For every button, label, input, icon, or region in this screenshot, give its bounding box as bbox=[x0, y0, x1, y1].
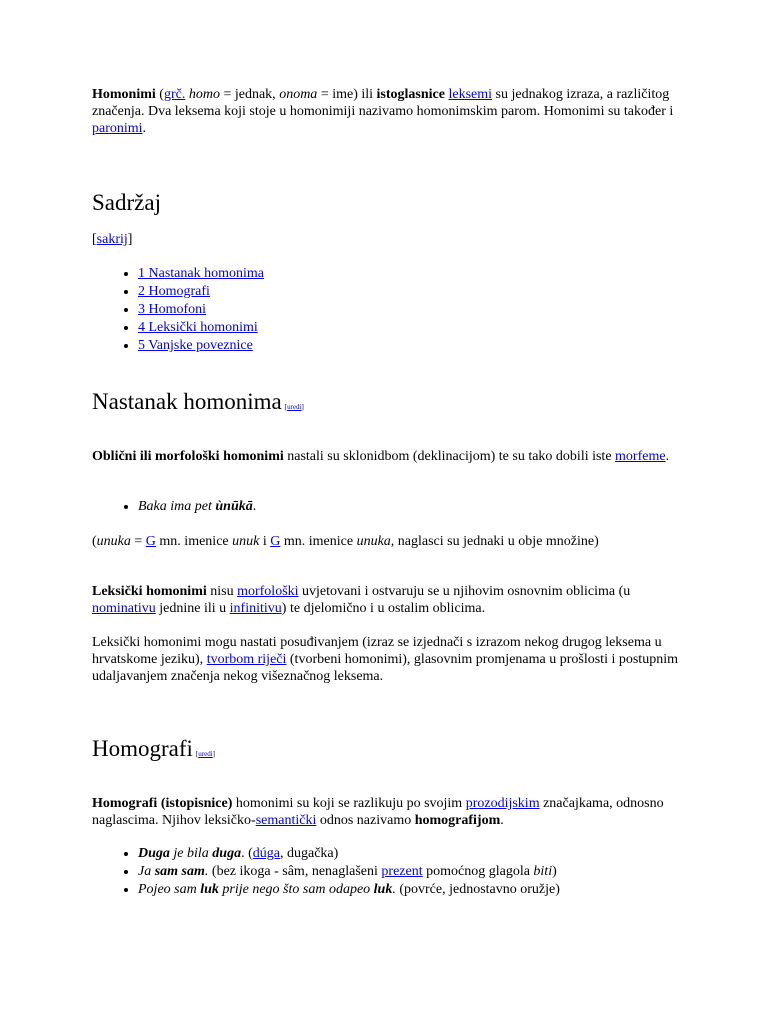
homograph-examples bbox=[92, 845, 738, 899]
example-bold: luk bbox=[200, 882, 219, 897]
edit-link[interactable]: uredi bbox=[198, 750, 213, 758]
text: mn. imenice bbox=[280, 534, 357, 549]
example-bold: ùnūkā bbox=[215, 499, 253, 514]
term-onoma: onoma bbox=[279, 87, 318, 102]
paragraph-unuka bbox=[92, 533, 692, 550]
link-paronimi[interactable]: paronimi bbox=[92, 121, 143, 136]
example-bold: duga bbox=[212, 846, 242, 861]
link-morfeme[interactable]: morfeme bbox=[615, 449, 666, 464]
link-genitiv[interactable]: G bbox=[145, 534, 156, 549]
text: , dugačka) bbox=[279, 846, 339, 861]
link-morfoloski[interactable]: morfološki bbox=[237, 584, 299, 599]
heading-text: Nastanak homonima bbox=[92, 389, 282, 414]
list-item bbox=[138, 863, 738, 881]
paragraph-homografi bbox=[92, 795, 692, 829]
text: = ime) ili bbox=[317, 87, 377, 102]
text: mn. imenice bbox=[155, 534, 233, 549]
text: [ bbox=[284, 403, 288, 411]
example-bold: sam sam bbox=[154, 864, 205, 879]
example-bold: luk bbox=[373, 882, 393, 897]
text: ) bbox=[552, 864, 557, 879]
edit-section-link bbox=[285, 403, 304, 411]
toc-item bbox=[138, 337, 738, 355]
list-item bbox=[138, 845, 738, 863]
example-text: prije nego što sam odapeo bbox=[218, 882, 374, 897]
text: pomoćnog glagola bbox=[422, 864, 534, 879]
text: jednine ili u bbox=[155, 601, 230, 616]
term-homografijom: homografijom bbox=[414, 813, 501, 828]
link-tvorbom-rijeci[interactable]: tvorbom riječi bbox=[206, 652, 287, 667]
text: Leksički homonimi mogu nastati posuđivanjem (izraz se izjednači s izrazom nekog drugog leksema u hrvatskome jeziku), bbox=[92, 635, 662, 667]
link-infinitivu[interactable]: infinitivu bbox=[229, 601, 282, 616]
toc-toggle bbox=[92, 231, 692, 248]
text: . bbox=[252, 499, 257, 514]
text: nisu bbox=[206, 584, 238, 599]
link-prozodijskim[interactable]: prozodijskim bbox=[465, 796, 540, 811]
text: = bbox=[130, 534, 146, 549]
text: [ bbox=[92, 232, 97, 247]
text: (povrće, jednostavno oružje) bbox=[395, 882, 560, 897]
link-genitiv[interactable]: G bbox=[270, 534, 281, 549]
example-text: je bila bbox=[169, 846, 213, 861]
text: ( bbox=[92, 534, 97, 549]
toc-item bbox=[138, 283, 738, 301]
text: nastali su sklonidbom (deklinacijom) te su tako dobili iste bbox=[283, 449, 616, 464]
text: , naglasci su jednaki u obje množine) bbox=[390, 534, 599, 549]
text: = jednak, bbox=[219, 87, 280, 102]
text: odnos nazivamo bbox=[316, 813, 415, 828]
paragraph-posudivanje bbox=[92, 634, 692, 685]
term-unuka: unuka bbox=[356, 534, 391, 549]
text: homonimi su koji se razlikuju po svojim bbox=[232, 796, 466, 811]
term-homonimi: Homonimi bbox=[92, 87, 156, 102]
toc-link-homografi[interactable]: 2 Homografi bbox=[138, 284, 210, 299]
text: (tvorbeni homonimi), glasovnim promjenama u prošlosti i postupnim udaljavanjem značenja nekog višeznačnog leksema. bbox=[92, 652, 678, 684]
toc-list bbox=[92, 265, 738, 355]
link-leksemi[interactable]: leksemi bbox=[448, 87, 493, 102]
toc-link-nastanak[interactable]: 1 Nastanak homonima bbox=[138, 266, 264, 281]
toc-link-homofoni[interactable]: 3 Homofoni bbox=[138, 302, 207, 317]
term-biti: biti bbox=[533, 864, 553, 879]
text: ] bbox=[301, 403, 304, 411]
example-list bbox=[92, 498, 738, 516]
example-text: Ja bbox=[138, 864, 155, 879]
paragraph-oblicni bbox=[92, 448, 692, 465]
section-heading-homografi bbox=[92, 735, 692, 763]
edit-section-link bbox=[196, 750, 215, 758]
text: . ( bbox=[241, 846, 253, 861]
toc-link-leksicki[interactable]: 4 Leksički homonimi bbox=[138, 320, 258, 335]
text: značajkama, odnosno naglascima. Njihov leksičko- bbox=[92, 796, 664, 828]
text: ] bbox=[127, 232, 133, 247]
example-text: . bbox=[204, 864, 209, 879]
link-duga[interactable]: dúga bbox=[252, 846, 280, 861]
term-homo: homo bbox=[188, 87, 220, 102]
term-homografi: Homografi (istopisnice) bbox=[92, 796, 233, 811]
link-nominativu[interactable]: nominativu bbox=[92, 601, 156, 616]
text: i bbox=[259, 534, 271, 549]
term-unuk: unuk bbox=[232, 534, 260, 549]
text: . bbox=[142, 121, 147, 136]
list-item bbox=[138, 881, 738, 899]
toc-item bbox=[138, 319, 738, 337]
term-istoglasnice: istoglasnice bbox=[376, 87, 445, 102]
example-bold: Duga bbox=[138, 846, 170, 861]
link-prezent[interactable]: prezent bbox=[381, 864, 423, 879]
text: ] bbox=[212, 750, 215, 758]
text: ( bbox=[155, 87, 164, 102]
section-heading-nastanak bbox=[92, 388, 692, 416]
text: . bbox=[500, 813, 504, 828]
list-item bbox=[138, 498, 738, 516]
toc-item bbox=[138, 265, 738, 283]
term-oblicni: Oblični ili morfološki homonimi bbox=[92, 449, 284, 464]
link-grc[interactable]: grč. bbox=[163, 87, 186, 102]
toc-link-poveznice[interactable]: 5 Vanjske poveznice bbox=[138, 338, 253, 353]
term-unuka: unuka bbox=[96, 534, 131, 549]
heading-text: Homografi bbox=[92, 736, 193, 761]
link-semanticki[interactable]: semantički bbox=[255, 813, 317, 828]
text: . bbox=[665, 449, 670, 464]
edit-link[interactable]: uredi bbox=[287, 403, 302, 411]
example-text: . bbox=[392, 882, 396, 897]
example-text: Pojeo sam bbox=[138, 882, 201, 897]
text: [ bbox=[195, 750, 199, 758]
text: su jednakog izraza, a različitog značenja. Dva leksema koji stoje u homonimiji nazivamo homonimskim parom. Homonimi su također i bbox=[92, 87, 674, 119]
text: uvjetovani i ostvaruju se u njihovim osnovnim oblicima (u bbox=[298, 584, 631, 599]
toc-hide-link[interactable]: sakrij bbox=[96, 232, 128, 247]
text: (bez ikoga - sâm, nenaglašeni bbox=[208, 864, 382, 879]
text: ) te djelomično i u ostalim oblicima. bbox=[281, 601, 486, 616]
term-leksicki: Leksički homonimi bbox=[92, 584, 207, 599]
intro-paragraph bbox=[92, 86, 692, 137]
example-text: Baka ima pet bbox=[138, 499, 216, 514]
toc-item bbox=[138, 301, 738, 319]
toc-title: Sadržaj bbox=[92, 190, 161, 215]
paragraph-leksicki bbox=[92, 583, 692, 617]
